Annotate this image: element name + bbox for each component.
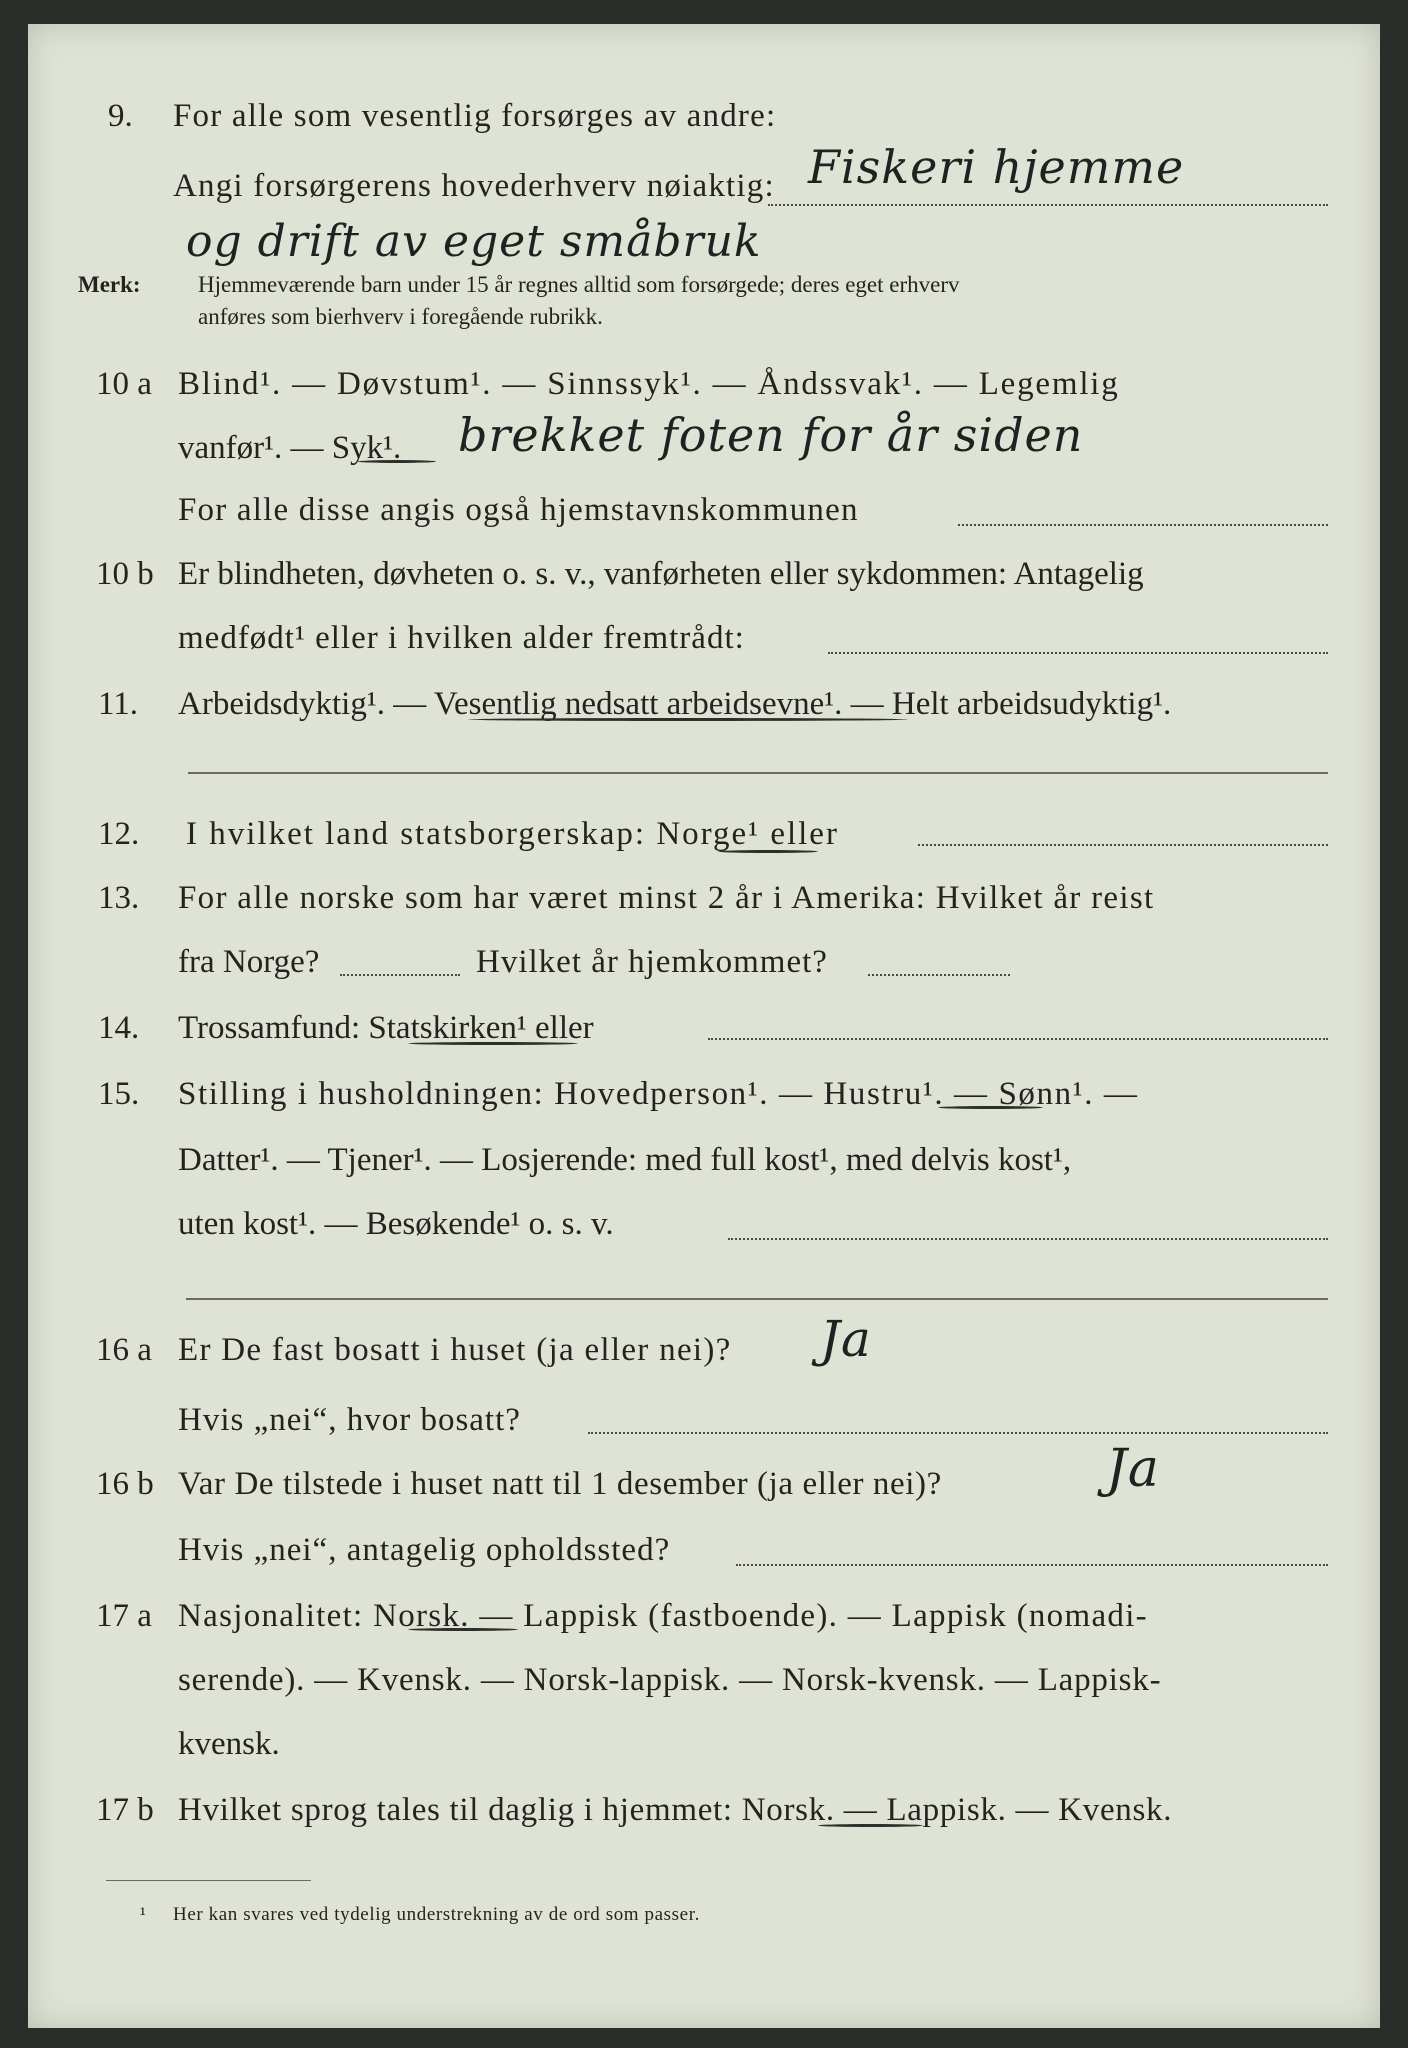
q16b-answer-line [736,1564,1328,1566]
q10a-line3: For alle disse angis også hjemstavnskommunen [178,492,859,528]
q10b-answer-line [828,652,1328,654]
q11-answer-line [188,772,1328,774]
q9-number: 9. [108,98,133,134]
q10a-line2: vanfør¹. — Syk¹. [178,430,402,466]
footnote-mark: ¹ [140,1904,146,1925]
q17a-line1: Nasjonalitet: Norsk. — Lappisk (fastboende). — Lappisk (nomadi- [178,1598,1148,1634]
q9-answer-line [768,204,1328,206]
q13-line1: For alle norske som har været minst 2 år i Amerika: Hvilket år reist [178,880,1155,916]
merk-line1: Hjemmeværende barn under 15 år regnes alltid som forsørgede; deres eget erhverv [198,272,960,297]
footnote-text: Her kan svares ved tydelig understrekning av de ord som passer. [173,1904,700,1925]
q17b-number: 17 b [96,1792,154,1828]
census-form-page [28,24,1380,2028]
q13-hjem-line [868,974,1010,976]
merk-label: Merk: [78,272,141,297]
q16a-line2: Hvis „nei“, hvor bosatt? [178,1402,521,1438]
q15-line3: uten kost¹. — Besøkende¹ o. s. v. [178,1206,614,1242]
q10b-line2: medfødt¹ eller i hvilken alder fremtrådt: [178,620,745,656]
q11-number: 11. [98,686,139,722]
footnote-rule [106,1880,311,1881]
q17a-number: 17 a [96,1598,152,1634]
q10b-number: 10 b [96,556,154,592]
q16a-answer-line [588,1432,1328,1434]
q10b-line1: Er blindheten, døvheten o. s. v., vanførheten eller sykdommen: Antagelig [178,556,1144,592]
hustru-underline [938,1106,1043,1109]
q16b-answer: Ja [1106,1439,1160,1499]
q17a-line2: serende). — Kvensk. — Norsk-lappisk. — Norsk-kvensk. — Lappisk- [178,1662,1162,1698]
q10a-answer: brekket foten for år siden [458,408,1084,462]
q14-number: 14. [98,1010,140,1046]
q12-answer-line [918,844,1328,846]
q10a-line1: Blind¹. — Døvstum¹. — Sinnssyk¹. — Åndssvak¹. — Legemlig [178,366,1120,402]
q13-reist-line [340,974,460,976]
q12-number: 12. [98,816,140,852]
q15-number: 15. [98,1076,140,1112]
q16a-answer: Ja [820,1310,872,1368]
q16a-line1: Er De fast bosatt i huset (ja eller nei)? [178,1332,732,1368]
q16b-line2: Hvis „nei“, antagelig opholdssted? [178,1532,671,1568]
q17b-line1: Hvilket sprog tales til daglig i hjemmet: Norsk. — Lappisk. — Kvensk. [178,1792,1173,1828]
q13-number: 13. [98,880,140,916]
q12-line1: I hvilket land statsborgerskap: Norge¹ eller [186,816,839,852]
q16b-number: 16 b [96,1466,154,1502]
norsk-underline [408,1628,518,1631]
q15-line1: Stilling i husholdningen: Hovedperson¹. — Hustru¹. — Sønn¹. — [178,1076,1139,1112]
norge-underline [718,850,818,853]
q10a-number: 10 a [96,366,152,402]
q10a-answer-line [958,524,1328,526]
merk-line2: anføres som bierhverv i foregående rubrikk. [198,304,603,329]
q9-line2: Angi forsørgerens hovederhverv nøiaktig: [173,168,775,204]
q14-line1: Trossamfund: Statskirken¹ eller [178,1010,594,1046]
q14-answer-line [708,1038,1328,1040]
q9-answer-a: Fiskeri hjemme [808,140,1185,194]
q9-answer-b: og drift av eget småbruk [186,216,762,267]
q15-answer-line [728,1238,1328,1240]
q15-extra-line [186,1298,1328,1300]
q9-line1: For alle som vesentlig forsørges av andre: [173,98,777,134]
syk-underline [358,460,436,463]
q13-line2a: fra Norge? [178,944,320,980]
q16b-line1: Var De tilstede i huset natt til 1 desember (ja eller nei)? [178,1466,942,1502]
q13-line2b: Hvilket år hjemkommet? [476,944,828,980]
q17a-line3: kvensk. [178,1726,280,1762]
q11-underline [468,718,908,721]
q16a-number: 16 a [96,1332,152,1368]
q11-line1: Arbeidsdyktig¹. — Vesentlig nedsatt arbeidsevne¹. — Helt arbeidsudyktig¹. [178,686,1172,722]
statskirken-underline [408,1042,578,1045]
norsk-sprog-underline [818,1824,923,1827]
q15-line2: Datter¹. — Tjener¹. — Losjerende: med full kost¹, med delvis kost¹, [178,1142,1072,1178]
